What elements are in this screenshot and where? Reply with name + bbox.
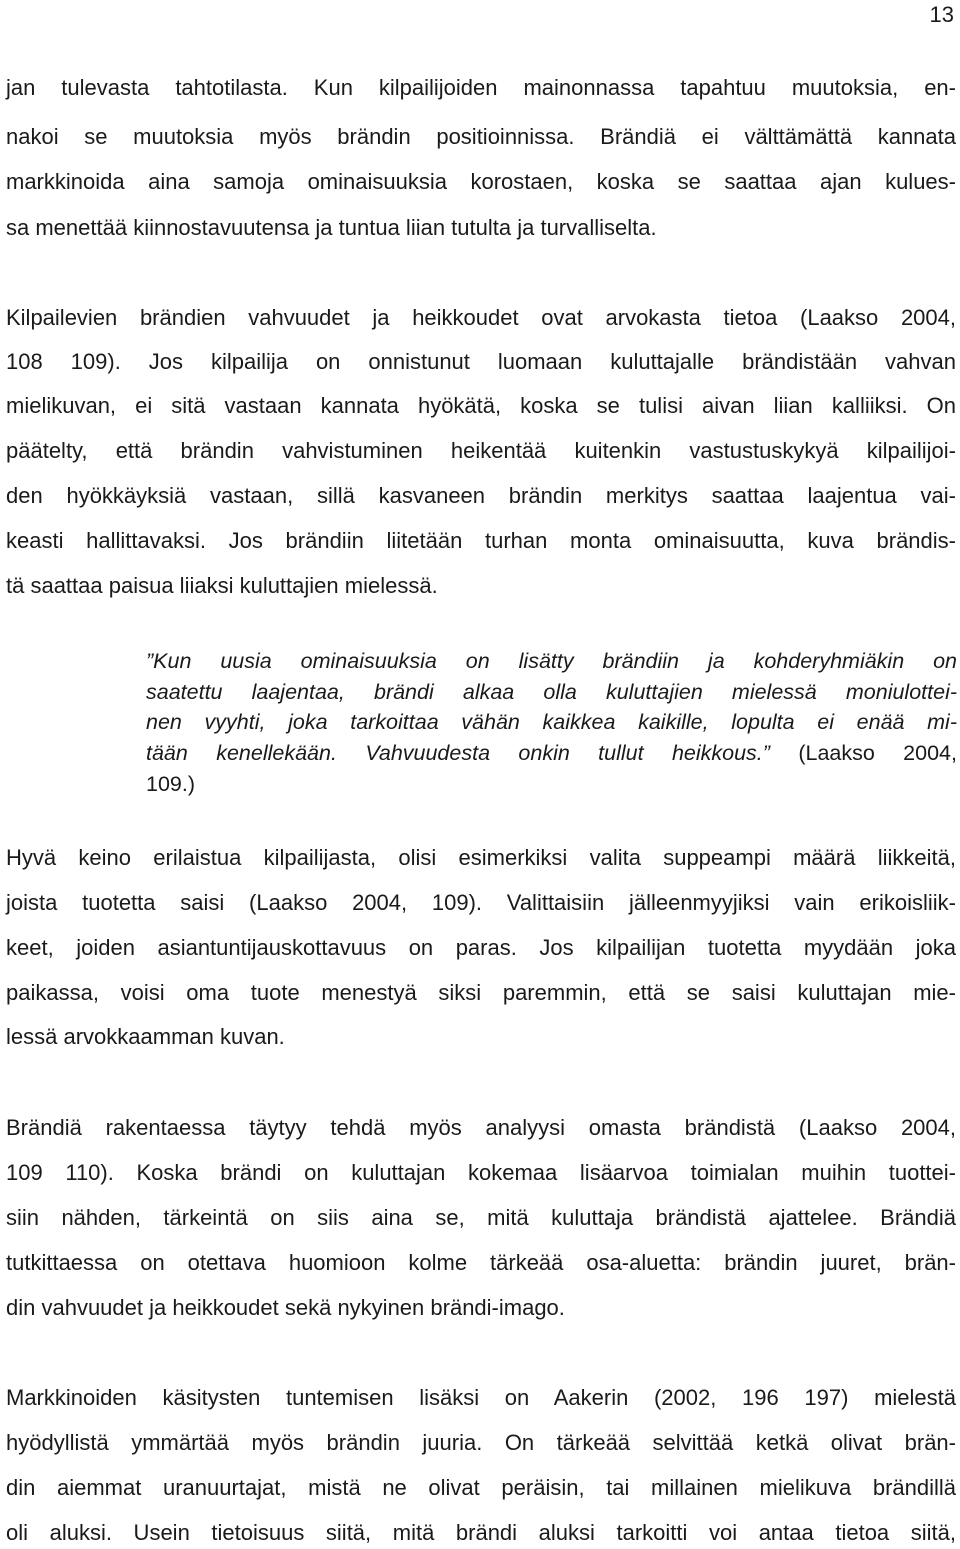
text-line: paikassa, voisi oma tuote menestyä siksi paremmin, että se saisi kuluttajan mie- [6,980,956,1005]
quote-line [146,741,957,766]
text-line: tä saattaa paisua liiaksi kuluttajien mielessä. [6,573,438,598]
quote-line [146,649,957,674]
text-line: Brändiä rakentaessa täytyy tehdä myös analyysi omasta brändistä (Laakso 2004, [6,1115,956,1140]
text-line: den hyökkäyksiä vastaan, sillä kasvaneen brändin merkitys saattaa laajentua vai- [6,483,956,508]
text-line: hyödyllistä ymmärtää myös brändin juuria. On tärkeää selvittää ketkä olivat brän- [6,1430,956,1455]
text-line: tutkittaessa on otettava huomioon kolme tärkeää osa-aluetta: brändin juuret, brän- [6,1250,956,1275]
text-line: Markkinoiden käsitysten tuntemisen lisäksi on Aakerin (2002, 196 197) mielestä [6,1385,956,1410]
text-line: din vahvuudet ja heikkoudet sekä nykyinen brändi-imago. [6,1295,565,1320]
text-line: lessä arvokkaamman kuvan. [6,1024,285,1049]
page-number: 13 [929,2,954,27]
text-line: sa menettää kiinnostavuutensa ja tuntua liian tutulta ja turvalliselta. [6,215,657,240]
text-line: din aiemmat uranuurtajat, mistä ne olivat peräisin, tai millainen mielikuva brändillä [6,1475,956,1500]
text-line: jan tulevasta tahtotilasta. Kun kilpailijoiden mainonnassa tapahtuu muutoksia, en- [6,75,956,100]
quote-line: 109.) [146,772,196,796]
quote-text: ”Kun uusia ominaisuuksia on lisätty brändiin ja kohderyhmiäkin on [146,649,957,673]
text-line: Kilpailevien brändien vahvuudet ja heikkoudet ovat arvokasta tietoa (Laakso 2004, [6,305,956,330]
quote-text: tään kenellekään. Vahvuudesta onkin tullut heikkous.” [146,741,770,765]
quote-citation: (Laakso 2004, [769,741,957,765]
quote-text: saatettu laajentaa, brändi alkaa olla kuluttajien mielessä moniulottei- [146,680,957,704]
text-line: oli aluksi. Usein tietoisuus siitä, mitä brändi aluksi tarkoitti voi antaa tietoa siitä, [6,1520,956,1545]
text-line: markkinoida aina samoja ominaisuuksia korostaen, koska se saattaa ajan kulues- [6,169,956,194]
quote-text: nen vyyhti, joka tarkoittaa vähän kaikkea kaikille, lopulta ei enää mi- [146,710,957,734]
quote-line [146,710,957,735]
text-line: joista tuotetta saisi (Laakso 2004, 109). Valittaisiin jälleenmyyjiksi vain erikoisliik- [6,890,956,915]
text-line: siin nähden, tärkeintä on siis aina se, mitä kuluttaja brändistä ajattelee. Brändiä [6,1205,956,1230]
text-line: nakoi se muutoksia myös brändin positioinnissa. Brändiä ei välttämättä kannata [6,124,956,149]
text-line: Hyvä keino erilaistua kilpailijasta, olisi esimerkiksi valita suppeampi määrä liikkeitä, [6,845,956,870]
text-line: 109 110). Koska brändi on kuluttajan kokemaa lisäarvoa toimialan muihin tuottei- [6,1160,956,1185]
text-line: päätelty, että brändin vahvistuminen heikentää kuitenkin vastustuskykyä kilpailijoi- [6,438,956,463]
text-line: mielikuvan, ei sitä vastaan kannata hyökätä, koska se tulisi aivan liian kalliiksi. On [6,393,956,418]
text-line: keet, joiden asiantuntijauskottavuus on paras. Jos kilpailijan tuotetta myydään joka [6,935,956,960]
text-line: keasti hallittavaksi. Jos brändiin liitetään turhan monta ominaisuutta, kuva brändis- [6,528,956,553]
text-line: 108 109). Jos kilpailija on onnistunut luomaan kuluttajalle brändistään vahvan [6,349,956,374]
quote-line [146,680,957,705]
